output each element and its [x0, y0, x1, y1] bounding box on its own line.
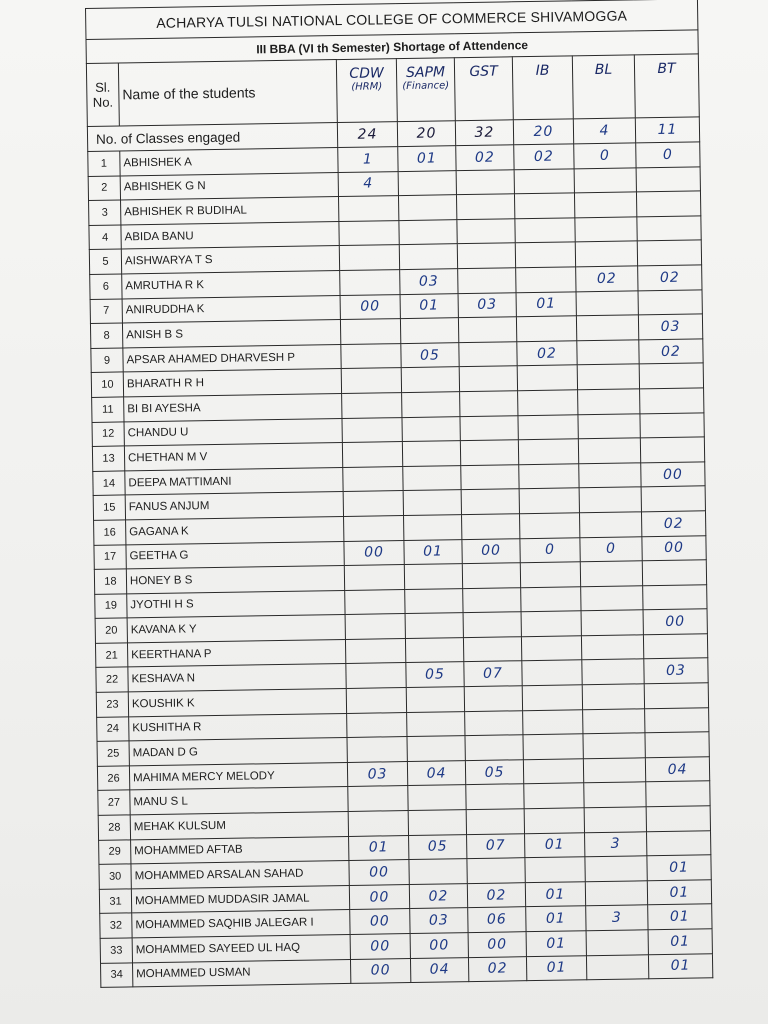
shortage-value-gst	[456, 194, 514, 220]
shortage-value-gst: 06	[468, 907, 526, 933]
shortage-value-sapm	[402, 416, 460, 442]
shortage-value-cdw: 00	[350, 909, 410, 935]
student-name: HONEY B S	[126, 566, 344, 594]
shortage-value-bl	[578, 413, 640, 439]
shortage-value-bl	[583, 708, 645, 734]
shortage-value-gst	[457, 219, 515, 245]
shortage-value-ib: 01	[525, 832, 585, 858]
shortage-value-bl	[583, 733, 645, 759]
shortage-value-bt	[642, 560, 706, 586]
shortage-value-gst	[466, 784, 524, 810]
shortage-value-bt: 03	[638, 314, 702, 340]
shortage-value-bl	[581, 585, 643, 611]
student-name: ANIRUDDHA K	[122, 295, 340, 323]
shortage-value-gst	[465, 710, 523, 736]
shortage-value-bt	[646, 806, 710, 832]
student-sl-no: 2	[88, 176, 120, 201]
shortage-value-bt: 00	[641, 462, 705, 488]
shortage-value-bt: 01	[648, 953, 712, 979]
shortage-value-sapm	[399, 219, 457, 245]
shortage-value-ib: 01	[516, 291, 576, 317]
student-sl-no: 12	[92, 421, 124, 446]
shortage-value-bl	[586, 954, 648, 980]
student-name: ABHISHEK R BUDIHAL	[121, 197, 339, 225]
shortage-value-sapm	[405, 638, 463, 664]
shortage-value-bt: 00	[642, 535, 706, 561]
shortage-value-bl: 0	[580, 536, 642, 562]
shortage-value-sapm: 00	[410, 933, 468, 959]
shortage-value-gst: 00	[468, 932, 526, 958]
subject-header-cdw: CDW (HRM)	[336, 59, 397, 123]
shortage-value-bt: 01	[648, 904, 712, 930]
shortage-value-cdw: 00	[344, 540, 404, 566]
shortage-value-bl	[583, 758, 645, 784]
student-sl-no: 30	[99, 864, 131, 889]
classes-engaged-gst: 32	[455, 120, 513, 146]
student-sl-no: 7	[90, 299, 122, 324]
shortage-value-sapm	[407, 736, 465, 762]
shortage-value-bt	[643, 584, 707, 610]
shortage-value-cdw	[347, 737, 407, 763]
classes-engaged-ib: 20	[513, 119, 573, 145]
shortage-value-sapm: 03	[400, 269, 458, 295]
student-name: APSAR AHAMED DHARVESH P	[123, 344, 341, 372]
shortage-value-ib	[514, 168, 574, 194]
shortage-value-bl	[574, 167, 636, 193]
shortage-value-cdw	[346, 663, 406, 689]
shortage-value-sapm: 05	[409, 834, 467, 860]
student-name: MOHAMMED SAQHIB JALEGAR I	[132, 910, 350, 938]
shortage-value-bt: 04	[645, 757, 709, 783]
shortage-value-cdw	[340, 319, 400, 345]
shortage-value-bt	[640, 412, 704, 438]
shortage-value-cdw	[339, 245, 399, 271]
shortage-value-bl	[577, 340, 639, 366]
student-sl-no: 33	[100, 938, 132, 963]
student-name: DEEPA MATTIMANI	[125, 467, 343, 495]
shortage-value-ib	[523, 734, 583, 760]
shortage-value-sapm	[408, 785, 466, 811]
shortage-value-bl	[575, 217, 637, 243]
shortage-value-bt: 01	[648, 929, 712, 955]
shortage-value-ib	[523, 709, 583, 735]
student-name: BHARATH R H	[123, 369, 341, 397]
shortage-value-bt: 00	[643, 609, 707, 635]
shortage-value-gst	[458, 268, 516, 294]
student-sl-no: 24	[97, 717, 129, 742]
shortage-value-ib	[521, 636, 581, 662]
shortage-value-bl: 3	[585, 831, 647, 857]
shortage-value-cdw	[343, 491, 403, 517]
shortage-value-bl	[586, 930, 648, 956]
shortage-value-sapm	[404, 564, 462, 590]
shortage-value-cdw	[342, 393, 402, 419]
shortage-value-sapm	[403, 465, 461, 491]
student-sl-no: 18	[94, 569, 126, 594]
shortage-value-bl: 02	[576, 266, 638, 292]
subject-header-ib: IB	[512, 56, 573, 120]
shortage-value-bt	[647, 830, 711, 856]
shortage-value-gst: 00	[462, 538, 520, 564]
shortage-value-bl	[581, 610, 643, 636]
shortage-value-bl	[575, 241, 637, 267]
shortage-value-sapm: 04	[407, 760, 465, 786]
shortage-value-ib	[519, 513, 579, 539]
shortage-value-bl	[579, 487, 641, 513]
shortage-value-ib	[524, 808, 584, 834]
shortage-value-gst	[461, 489, 519, 515]
shortage-value-gst	[464, 686, 522, 712]
student-name: BI BI AYESHA	[124, 393, 342, 421]
shortage-value-ib	[524, 783, 584, 809]
shortage-value-sapm: 05	[401, 342, 459, 368]
shortage-value-sapm: 03	[410, 908, 468, 934]
shortage-value-bt	[637, 216, 701, 242]
shortage-value-cdw: 00	[349, 860, 409, 886]
shortage-value-gst: 03	[458, 292, 516, 318]
shortage-value-bl: 3	[586, 905, 648, 931]
student-sl-no: 27	[98, 790, 130, 815]
shortage-value-ib	[518, 414, 578, 440]
shortage-value-cdw: 00	[350, 934, 410, 960]
shortage-value-bt: 02	[639, 339, 703, 365]
shortage-value-bt: 01	[647, 880, 711, 906]
student-name: ABHISHEK G N	[120, 172, 338, 200]
shortage-value-sapm	[399, 244, 457, 270]
student-name: MEHAK KULSUM	[130, 811, 348, 839]
shortage-value-bt	[640, 437, 704, 463]
shortage-value-bl	[585, 881, 647, 907]
shortage-value-bl	[579, 512, 641, 538]
shortage-value-sapm: 01	[400, 293, 458, 319]
college-title: ACHARYA TULSI NATIONAL COLLEGE OF COMMERCE SHIVAMOGGA	[86, 0, 698, 39]
shortage-value-bt	[637, 240, 701, 266]
shortage-value-ib	[519, 464, 579, 490]
student-sl-no: 23	[96, 692, 128, 717]
shortage-value-gst	[460, 415, 518, 441]
student-sl-no: 21	[95, 643, 127, 668]
student-sl-no: 13	[92, 446, 124, 471]
shortage-value-sapm	[405, 588, 463, 614]
shortage-value-bt	[636, 191, 700, 217]
shortage-value-bt	[645, 707, 709, 733]
student-sl-no: 1	[88, 151, 120, 176]
student-sl-no: 5	[89, 249, 121, 274]
shortage-value-bl	[580, 561, 642, 587]
shortage-value-cdw	[339, 220, 399, 246]
student-sl-no: 14	[93, 471, 125, 496]
shortage-value-cdw	[338, 196, 398, 222]
student-sl-no: 3	[89, 200, 121, 225]
shortage-value-gst	[465, 735, 523, 761]
shortage-value-cdw	[344, 565, 404, 591]
shortage-value-ib	[518, 390, 578, 416]
shortage-value-gst	[459, 366, 517, 392]
shortage-value-sapm	[406, 687, 464, 713]
shortage-value-cdw	[342, 442, 402, 468]
student-name: MOHAMMED MUDDASIR JAMAL	[131, 885, 349, 913]
student-name: KUSHITHA R	[129, 713, 347, 741]
shortage-value-cdw	[345, 589, 405, 615]
shortage-value-bl	[576, 315, 638, 341]
shortage-value-ib	[516, 267, 576, 293]
classes-engaged-bl: 4	[573, 118, 635, 144]
shortage-value-sapm	[409, 859, 467, 885]
shortage-value-cdw	[341, 343, 401, 369]
student-name: MAHIMA MERCY MELODY	[129, 762, 347, 790]
shortage-value-bt: 01	[647, 855, 711, 881]
shortage-value-gst	[460, 440, 518, 466]
student-sl-no: 6	[90, 274, 122, 299]
shortage-value-bt	[646, 781, 710, 807]
shortage-value-ib	[522, 685, 582, 711]
shortage-value-cdw: 00	[350, 958, 410, 984]
classes-engaged-cdw: 24	[337, 122, 397, 148]
shortage-value-gst	[462, 563, 520, 589]
shortage-value-cdw	[342, 417, 402, 443]
student-name: MOHAMMED ARSALAN SAHAD	[131, 861, 349, 889]
shortage-value-sapm: 01	[398, 146, 456, 172]
student-name: FANUS ANJUM	[125, 492, 343, 520]
shortage-value-bt	[641, 486, 705, 512]
shortage-value-ib	[515, 218, 575, 244]
shortage-value-ib	[516, 316, 576, 342]
shortage-value-gst: 07	[467, 833, 525, 859]
shortage-value-gst	[467, 858, 525, 884]
shortage-value-sapm	[402, 441, 460, 467]
shortage-value-bl	[577, 364, 639, 390]
shortage-value-gst	[462, 514, 520, 540]
shortage-value-sapm	[407, 711, 465, 737]
student-name: MANU S L	[130, 787, 348, 815]
shortage-value-gst	[466, 809, 524, 835]
student-sl-no: 19	[95, 594, 127, 619]
shortage-value-ib	[522, 660, 582, 686]
shortage-value-sapm	[402, 392, 460, 418]
shortage-value-bt: 0	[636, 142, 700, 168]
student-sl-no: 26	[97, 766, 129, 791]
shortage-value-gst	[463, 637, 521, 663]
student-sl-no: 28	[98, 815, 130, 840]
shortage-value-cdw	[348, 811, 408, 837]
classes-engaged-sapm: 20	[397, 121, 455, 147]
shortage-value-ib	[518, 439, 578, 465]
shortage-value-ib: 02	[514, 144, 574, 170]
shortage-value-gst	[460, 391, 518, 417]
shortage-value-cdw	[348, 786, 408, 812]
shortage-value-sapm	[408, 810, 466, 836]
shortage-value-gst: 02	[468, 956, 526, 982]
student-sl-no: 9	[91, 348, 123, 373]
student-name: MADAN D G	[129, 738, 347, 766]
shortage-value-bt	[638, 289, 702, 315]
attendance-document	[85, 0, 713, 988]
student-name: GAGANA K	[126, 516, 344, 544]
shortage-value-bl	[582, 684, 644, 710]
shortage-value-cdw	[346, 688, 406, 714]
shortage-value-sapm	[398, 195, 456, 221]
student-name-header: Name of the students	[118, 60, 337, 126]
shortage-value-gst	[459, 342, 517, 368]
student-name: CHETHAN M V	[124, 443, 342, 471]
shortage-value-gst: 07	[464, 661, 522, 687]
shortage-value-cdw	[345, 614, 405, 640]
shortage-value-cdw: 00	[340, 294, 400, 320]
student-sl-no: 25	[97, 741, 129, 766]
student-sl-no: 22	[96, 667, 128, 692]
shortage-value-bl	[578, 389, 640, 415]
student-name: KAVANA K Y	[127, 615, 345, 643]
shortage-value-sapm	[400, 318, 458, 344]
student-name: MOHAMMED SAYEED UL HAQ	[132, 934, 350, 962]
sl-no-header: Sl. No.	[86, 63, 119, 126]
student-name: GEETHA G	[126, 541, 344, 569]
shortage-value-ib: 0	[520, 537, 580, 563]
subject-header-bt: BT	[634, 54, 699, 118]
shortage-value-sapm	[398, 170, 456, 196]
shortage-value-bt	[640, 388, 704, 414]
shortage-value-bl	[578, 438, 640, 464]
student-sl-no: 11	[92, 397, 124, 422]
student-sl-no: 10	[91, 372, 123, 397]
shortage-value-bl	[582, 659, 644, 685]
shortage-value-bt	[639, 363, 703, 389]
shortage-value-gst	[461, 464, 519, 490]
shortage-value-gst	[458, 317, 516, 343]
student-sl-no: 32	[100, 913, 132, 938]
shortage-value-sapm: 04	[410, 957, 468, 983]
shortage-value-cdw: 4	[338, 171, 398, 197]
shortage-value-bt	[643, 634, 707, 660]
shortage-value-cdw	[347, 712, 407, 738]
shortage-value-bl	[585, 856, 647, 882]
shortage-value-bl	[576, 290, 638, 316]
shortage-value-bl: 0	[574, 143, 636, 169]
shortage-value-sapm	[405, 613, 463, 639]
shortage-value-gst: 05	[465, 760, 523, 786]
shortage-value-gst: 02	[456, 145, 514, 171]
shortage-value-ib: 01	[526, 955, 586, 981]
shortage-value-sapm	[403, 490, 461, 516]
student-name: AISHWARYA T S	[121, 246, 339, 274]
student-sl-no: 31	[99, 889, 131, 914]
shortage-value-bt	[645, 732, 709, 758]
student-name: JYOTHI H S	[127, 590, 345, 618]
subject-header-bl: BL	[572, 55, 635, 119]
student-sl-no: 15	[93, 495, 125, 520]
student-sl-no: 34	[101, 962, 133, 987]
shortage-value-ib	[514, 193, 574, 219]
column-header-row	[86, 54, 699, 127]
student-sl-no: 20	[95, 618, 127, 643]
shortage-value-bl	[584, 807, 646, 833]
shortage-value-bt	[644, 683, 708, 709]
shortage-value-sapm	[401, 367, 459, 393]
student-name: MOHAMMED AFTAB	[131, 836, 349, 864]
shortage-value-cdw: 1	[338, 147, 398, 173]
shortage-value-bl	[579, 463, 641, 489]
shortage-value-cdw	[341, 368, 401, 394]
shortage-value-ib: 01	[525, 882, 585, 908]
shortage-value-cdw: 01	[349, 835, 409, 861]
student-name: KOUSHIK K	[128, 689, 346, 717]
shortage-value-cdw: 00	[349, 884, 409, 910]
subject-header-sapm: SAPM (Finance)	[396, 58, 455, 122]
shortage-value-bt	[636, 166, 700, 192]
student-name: ABHISHEK A	[120, 148, 338, 176]
student-name: KESHAVA N	[128, 664, 346, 692]
shortage-value-sapm: 05	[406, 662, 464, 688]
shortage-value-ib	[521, 586, 581, 612]
shortage-value-bl	[584, 782, 646, 808]
shortage-value-gst	[463, 612, 521, 638]
shortage-value-ib: 02	[517, 341, 577, 367]
shortage-value-sapm: 02	[409, 883, 467, 909]
shortage-value-ib: 01	[526, 906, 586, 932]
shortage-value-ib	[525, 857, 585, 883]
shortage-value-bt: 02	[638, 265, 702, 291]
classes-engaged-bt: 11	[635, 117, 699, 143]
student-name: ABIDA BANU	[121, 221, 339, 249]
student-sl-no: 17	[94, 544, 126, 569]
shortage-value-gst	[456, 169, 514, 195]
student-sl-no: 16	[94, 520, 126, 545]
shortage-value-ib	[517, 365, 577, 391]
classes-engaged-label: No. of Classes engaged	[87, 123, 337, 152]
shortage-value-bt: 02	[641, 511, 705, 537]
student-name: ANISH B S	[122, 320, 340, 348]
shortage-value-sapm	[404, 515, 462, 541]
student-name: KEERTHANA P	[127, 639, 345, 667]
student-sl-no: 29	[99, 840, 131, 865]
student-sl-no: 8	[90, 323, 122, 348]
student-name: CHANDU U	[124, 418, 342, 446]
shortage-value-ib	[520, 562, 580, 588]
shortage-value-ib	[521, 611, 581, 637]
shortage-value-ib	[519, 488, 579, 514]
shortage-value-cdw: 03	[347, 761, 407, 787]
shortage-value-ib	[523, 759, 583, 785]
shortage-value-bl	[574, 192, 636, 218]
shortage-value-gst	[457, 243, 515, 269]
subject-header-gst: GST	[454, 57, 513, 121]
shortage-value-gst	[463, 587, 521, 613]
student-sl-no: 4	[89, 225, 121, 250]
student-name: AMRUTHA R K	[122, 271, 340, 299]
shortage-value-bt: 03	[644, 658, 708, 684]
shortage-value-cdw	[344, 515, 404, 541]
shortage-value-cdw	[345, 638, 405, 664]
shortage-value-bl	[581, 635, 643, 661]
sheet-subtitle: III BBA (VI th Semester) Shortage of Attendence	[86, 30, 698, 64]
shortage-value-cdw	[340, 270, 400, 296]
student-name: MOHAMMED USMAN	[132, 959, 350, 987]
shortage-value-cdw	[343, 466, 403, 492]
shortage-value-gst: 02	[467, 883, 525, 909]
shortage-value-ib: 01	[526, 931, 586, 957]
attendance-table	[85, 0, 713, 988]
shortage-value-sapm: 01	[404, 539, 462, 565]
shortage-value-ib	[515, 242, 575, 268]
